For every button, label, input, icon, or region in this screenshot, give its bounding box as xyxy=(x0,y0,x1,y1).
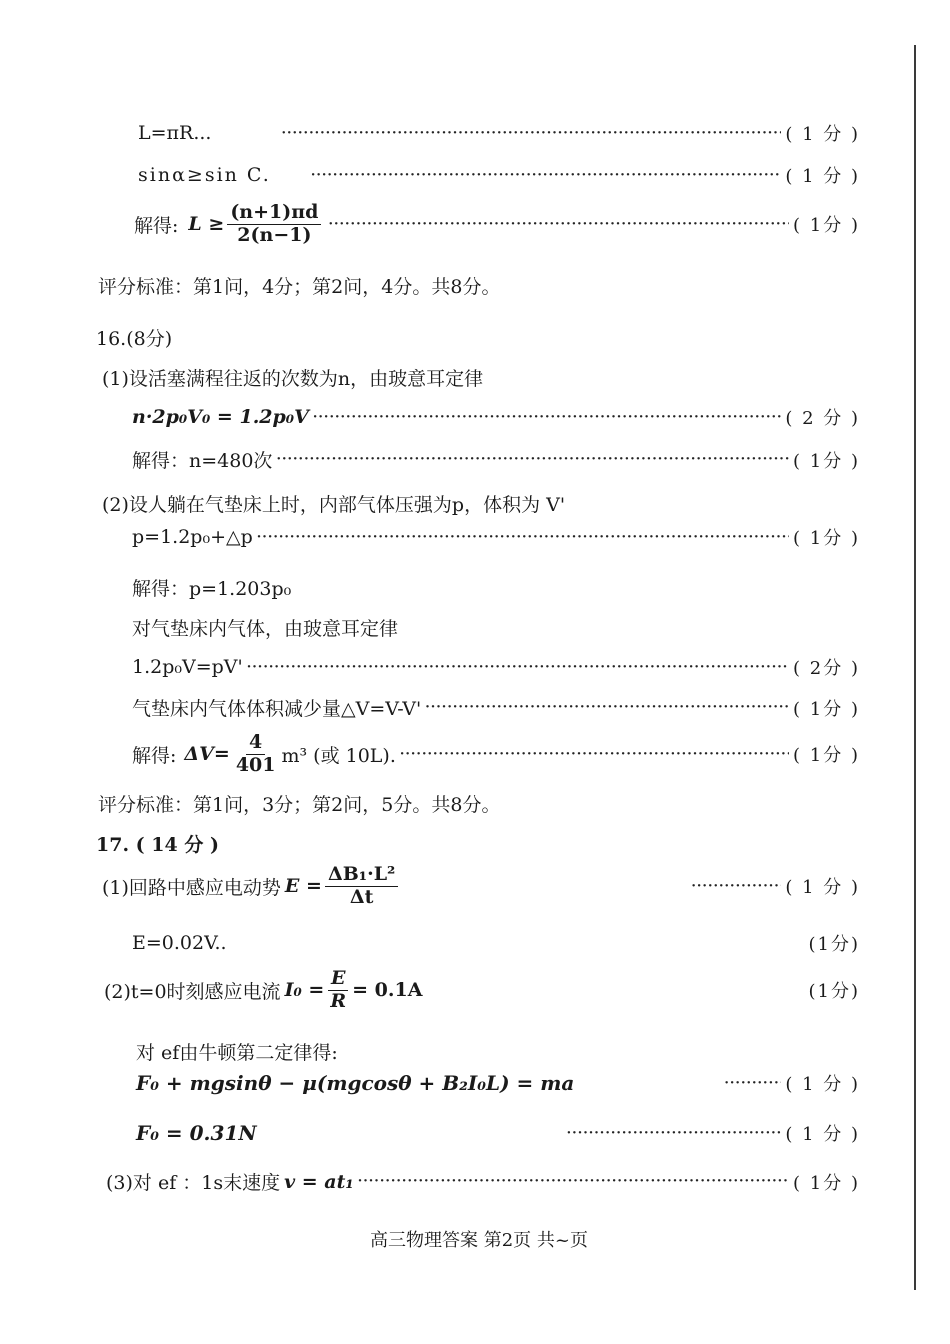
equation-line xyxy=(132,654,860,680)
leader-dots xyxy=(691,879,781,894)
score: ( 2 分 ) xyxy=(785,408,860,429)
equation-line xyxy=(132,524,860,550)
equation-text: F₀ + mgsinθ − μ(mgcosθ + B₂I₀L) = ma xyxy=(136,1071,575,1095)
footer-text: 高三物理答案 第2页 共~页 xyxy=(370,1230,588,1251)
leader-dots xyxy=(257,530,789,545)
equation-text: n·2p₀V₀ = 1.2p₀V xyxy=(132,406,309,428)
solution-line xyxy=(132,732,860,777)
fraction xyxy=(327,968,349,1013)
equation-line xyxy=(138,120,860,146)
score: ( 1 分 ) xyxy=(785,166,860,187)
equation-text: sinα≥sin C. xyxy=(138,164,271,186)
leader-dots xyxy=(567,1126,782,1141)
score: ( 1分 ) xyxy=(793,528,860,549)
score: (1分) xyxy=(808,934,860,955)
leader-dots xyxy=(358,1174,789,1189)
solution-text: 解得：p=1.203p₀ xyxy=(132,578,292,600)
equation-lhs: E = xyxy=(284,875,322,898)
paragraph-text: (3)对 ef ：1s末速度 xyxy=(106,1172,281,1194)
equation-line xyxy=(132,694,860,721)
equation-line xyxy=(136,1070,860,1096)
equation-text: 气垫床内气体体积减少量△V=V-V' xyxy=(132,698,422,720)
fraction-denominator: Δt xyxy=(349,885,374,908)
paragraph-text: (2)t=0时刻感应电流 xyxy=(104,980,281,1003)
question-title xyxy=(96,324,172,351)
equation-text: L=πR... xyxy=(138,122,212,144)
score: ( 1 分 ) xyxy=(785,1124,860,1145)
equation-line xyxy=(104,968,860,1013)
score: ( 1分 ) xyxy=(793,745,860,767)
score: ( 1分 ) xyxy=(793,450,860,472)
leader-dots xyxy=(724,1076,781,1091)
paragraph-text: 对 ef由牛顿第二定律得: xyxy=(136,1042,338,1064)
fraction xyxy=(233,732,279,777)
score: ( 2分 ) xyxy=(793,658,860,679)
paragraph xyxy=(102,490,565,517)
leader-dots xyxy=(328,217,789,232)
solution-text: 解得：n=480次 xyxy=(132,450,273,472)
score: ( 1 分 ) xyxy=(785,1074,860,1095)
fraction-denominator: 2(n−1) xyxy=(237,223,312,246)
question-title-text: 16.(8分) xyxy=(96,328,173,350)
equation-line xyxy=(136,1120,860,1146)
leader-dots xyxy=(425,700,789,715)
grading-criteria xyxy=(98,790,500,817)
equation-text: v = at₁ xyxy=(284,1170,354,1193)
page-footer xyxy=(370,1226,588,1252)
fraction xyxy=(227,202,321,247)
equation-line xyxy=(102,864,860,909)
paragraph-text: (1)回路中感应电动势 xyxy=(102,876,281,899)
score: ( 1分 ) xyxy=(793,1172,860,1194)
score: ( 1分 ) xyxy=(793,698,860,720)
solution-label: 解得: xyxy=(134,214,179,237)
equation-text: E=0.02V.. xyxy=(132,932,227,954)
solution-line xyxy=(132,574,291,601)
leader-dots xyxy=(311,168,782,183)
solution-label: 解得: xyxy=(132,744,177,767)
equation-rhs: = 0.1A xyxy=(352,979,423,1002)
equation-line xyxy=(132,404,860,430)
score: (1分) xyxy=(808,981,860,1003)
leader-dots xyxy=(276,452,789,467)
paragraph xyxy=(132,614,398,641)
grading-criteria xyxy=(98,272,500,299)
equation-text: 1.2p₀V=pV' xyxy=(132,656,243,678)
solution-line xyxy=(132,446,860,473)
equation-lhs: ΔV= xyxy=(184,743,230,766)
equation-lhs: I₀ = xyxy=(284,979,325,1002)
equation-text: p=1.2p₀+△p xyxy=(132,526,253,548)
equation-unit: m³ (或 10L). xyxy=(281,744,396,767)
score: ( 1 分 ) xyxy=(785,124,860,145)
page-border-line xyxy=(914,45,916,1290)
fraction-numerator: 4 xyxy=(246,732,265,755)
solution-line xyxy=(134,202,860,247)
leader-dots xyxy=(313,410,781,425)
question-title-text: 17. ( 14 分 ) xyxy=(96,834,219,856)
leader-dots xyxy=(400,747,789,762)
fraction-numerator: (n+1)πd xyxy=(227,202,321,225)
fraction-denominator: R xyxy=(330,989,347,1012)
paragraph-text: 对气垫床内气体，由玻意耳定律 xyxy=(132,618,399,640)
paragraph xyxy=(136,1038,338,1065)
equation-line xyxy=(138,162,860,188)
fraction xyxy=(325,864,398,909)
equation-text: F₀ = 0.31N xyxy=(136,1121,257,1145)
grading-text: 评分标准：第1问，3分；第2问，5分。共8分。 xyxy=(98,794,501,816)
grading-text: 评分标准：第1问，4分；第2问，4分。共8分。 xyxy=(98,276,501,298)
leader-dots xyxy=(281,126,781,141)
equation-lhs: L ≥ xyxy=(188,213,225,236)
paragraph xyxy=(102,364,483,391)
paragraph-text: (1)设活塞满程往返的次数为n，由玻意耳定律 xyxy=(102,368,484,390)
equation-line xyxy=(132,930,860,956)
leader-dots xyxy=(247,660,789,675)
paragraph-text: (2)设人躺在气垫床上时，内部气体压强为p，体积为 V' xyxy=(102,494,566,516)
score: ( 1分 ) xyxy=(793,215,860,237)
fraction-denominator: 401 xyxy=(235,753,276,776)
score: ( 1 分 ) xyxy=(785,877,860,899)
fraction-numerator: ΔB₁·L² xyxy=(325,864,398,887)
fraction-numerator: E xyxy=(328,968,348,991)
question-title xyxy=(96,830,219,857)
equation-line xyxy=(106,1168,860,1195)
